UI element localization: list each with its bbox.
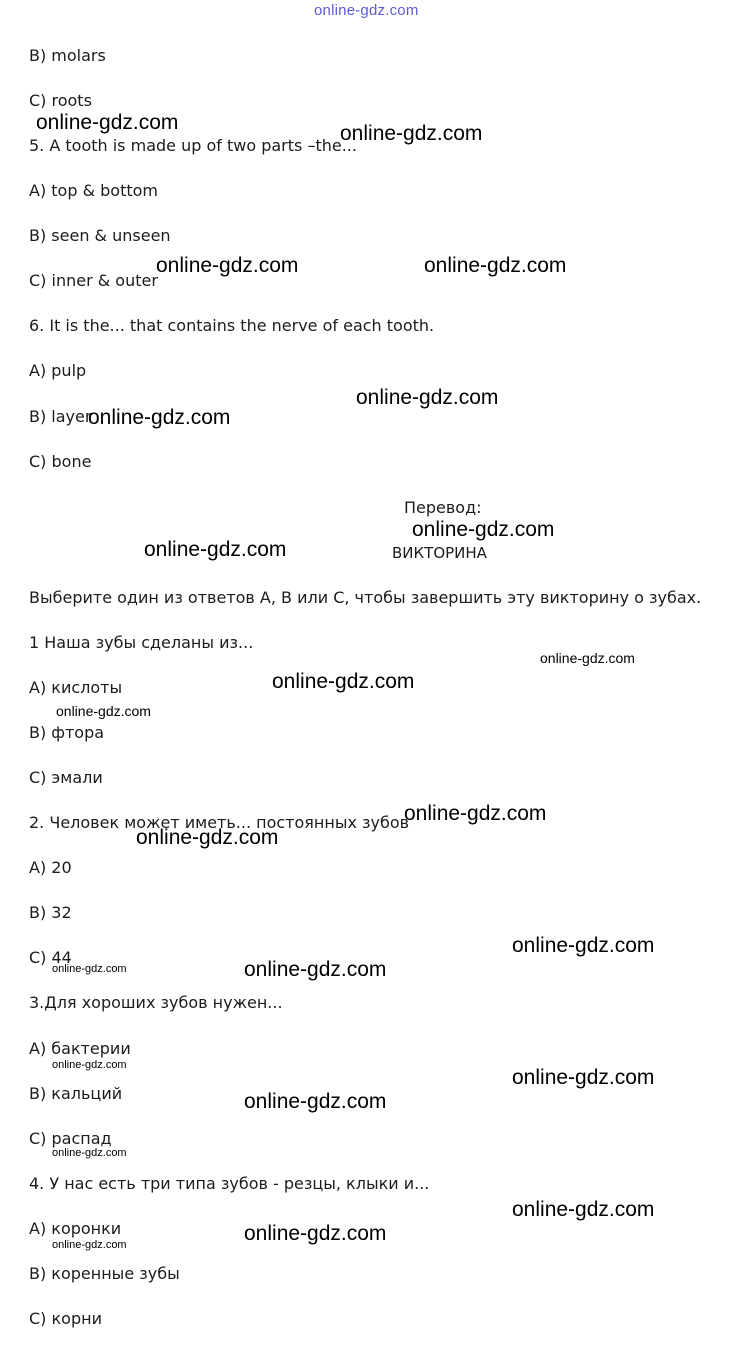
quiz-title: ВИКТОРИНА [392,544,487,562]
ru-q1-option-c: C) эмали [29,768,103,787]
watermark: online-gdz.com [424,254,567,277]
watermark: online-gdz.com [244,1222,387,1245]
instruction: Выберите один из ответов A, B или C, чтобы завершить эту викторину о зубах. [29,588,702,607]
ru-q3-option-a: A) бактерии [29,1039,131,1058]
q5-option-a: A) top & bottom [29,181,159,200]
ru-q2-option-c: C) 44 [29,948,72,967]
watermark: online-gdz.com [512,934,655,957]
watermark: online-gdz.com [88,406,231,429]
watermark: online-gdz.com [244,958,387,981]
translation-label: Перевод: [404,498,482,517]
watermark: online-gdz.com [52,963,127,975]
ru-q3-question: 3.Для хороших зубов нужен... [29,993,283,1012]
watermark: online-gdz.com [512,1066,655,1089]
watermark: online-gdz.com [340,122,483,145]
watermark: online-gdz.com [512,1198,655,1221]
watermark: online-gdz.com [412,518,555,541]
watermark: online-gdz.com [136,826,279,849]
q6-option-a: A) pulp [29,361,87,380]
watermark: online-gdz.com [156,254,299,277]
ru-q4-question: 4. У нас есть три типа зубов - резцы, клыки и... [29,1174,430,1193]
watermark: online-gdz.com [404,802,547,825]
ru-q1-question: 1 Наша зубы сделаны из... [29,633,254,652]
watermark: online-gdz.com [52,1147,127,1159]
watermark: online-gdz.com [52,1239,127,1251]
ru-q1-option-a: A) кислоты [29,678,123,697]
q4-option-c: C) roots [29,91,92,110]
ru-q1-option-b: B) фтора [29,723,105,742]
q4-option-b: B) molars [29,46,106,65]
ru-q3-option-b: B) кальций [29,1084,123,1103]
ru-q4-option-a: A) коронки [29,1219,122,1238]
watermark: online-gdz.com [272,670,415,693]
watermark: online-gdz.com [356,386,499,409]
q5-option-c: C) inner & outer [29,271,158,290]
ru-q4-option-b: B) коренные зубы [29,1264,180,1283]
watermark: online-gdz.com [36,111,179,134]
q5-option-b: B) seen & unseen [29,226,171,245]
q5-question: 5. A tooth is made up of two parts –the... [29,136,357,155]
header-watermark[interactable]: online-gdz.com [314,2,419,19]
watermark: online-gdz.com [52,1059,127,1071]
ru-q3-option-c: C) распад [29,1129,112,1148]
watermark: online-gdz.com [244,1090,387,1113]
ru-q2-option-a: A) 20 [29,858,72,877]
q6-option-c: C) bone [29,452,92,471]
ru-q2-option-b: B) 32 [29,903,72,922]
watermark: online-gdz.com [56,703,151,719]
watermark: online-gdz.com [144,538,287,561]
ru-q4-option-c: C) корни [29,1309,102,1328]
watermark: online-gdz.com [540,650,635,666]
q6-question: 6. It is the... that contains the nerve of each tooth. [29,316,435,335]
ru-q2-question: 2. Человек может иметь... постоянных зубов [29,813,410,832]
q6-option-b: B) layer [29,407,92,426]
